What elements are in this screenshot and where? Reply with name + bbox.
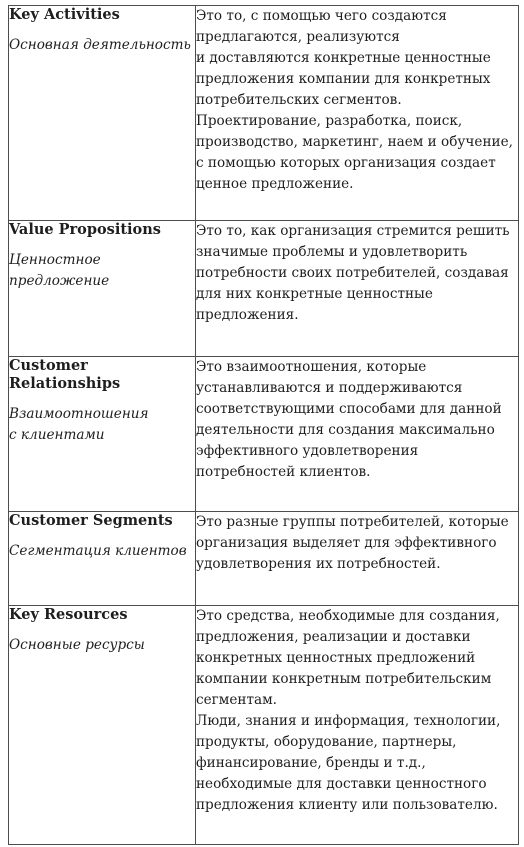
term-cell xyxy=(9,606,196,845)
description-text: Это разные группы потребителей, которые организация выделяет для эффективного удовлетворения их потребностей. xyxy=(196,514,509,572)
term-english: Customer Relationships xyxy=(9,357,121,392)
table-row-key-activities xyxy=(9,6,519,221)
term-english: Value Propositions xyxy=(9,221,161,238)
business-model-table xyxy=(8,5,519,845)
term-russian: Ценностное предложение xyxy=(9,252,110,289)
description-text: Это взаимоотношения, которые устанавливаются и поддерживаются соответствующими способами для данной деятельности для создания максимально эффективного удовлетворения потребностей клиентов. xyxy=(196,359,502,480)
description-cell xyxy=(196,6,519,221)
description-cell xyxy=(196,221,519,357)
table-row-customer-segments xyxy=(9,512,519,606)
term-russian: Сегментация клиентов xyxy=(9,543,187,559)
term-cell xyxy=(9,221,196,357)
term-cell xyxy=(9,357,196,512)
table-row-customer-relationships xyxy=(9,357,519,512)
table-row-key-resources xyxy=(9,606,519,845)
term-russian: Основные ресурсы xyxy=(9,637,145,653)
term-russian: Основная деятельность xyxy=(9,37,191,53)
description-cell xyxy=(196,357,519,512)
term-english: Key Resources xyxy=(9,606,128,623)
term-english: Key Activities xyxy=(9,6,120,23)
description-text: Это средства, необходимые для создания, предложения, реализации и доставки конкретных ценностных предложений компании конкретным потребительским сегментам. Люди, знания и информация, технологии, продукты, оборудование, партнеры, финансирование, бренды и т.д., необходимые для доставки ценностного предложения клиенту или пользователю. xyxy=(196,608,501,813)
term-cell xyxy=(9,6,196,221)
description-cell xyxy=(196,512,519,606)
term-english: Customer Segments xyxy=(9,512,173,529)
description-text: Это то, как организация стремится решить значимые проблемы и удовлетворить потребности своих потребителей, создавая для них конкретные ценностные предложения. xyxy=(196,223,510,323)
description-text: Это то, с помощью чего создаются предлагаются, реализуются и доставляются конкретные ценностные предложения компании для конкретных потребительских сегментов. Проектирование, разработка, поиск, производство, маркетинг, наем и обучение, с помощью которых организация создает ценное предложение. xyxy=(196,8,513,192)
table-row-value-propositions xyxy=(9,221,519,357)
description-cell xyxy=(196,606,519,845)
term-cell xyxy=(9,512,196,606)
term-russian: Взаимоотношения с клиентами xyxy=(9,406,149,443)
